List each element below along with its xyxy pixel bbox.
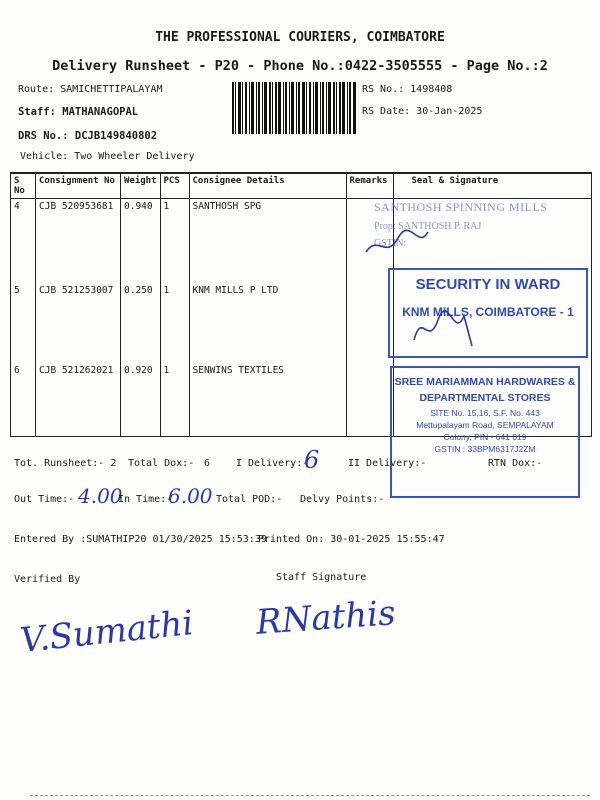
company-title: THE PROFESSIONAL COURIERS, COIMBATORE	[155, 30, 445, 45]
barcode	[232, 82, 356, 134]
stamp1-line2: Prop: SANTHOSH P. RAJ	[374, 221, 482, 232]
verified-signature: V.Sumathi	[18, 603, 196, 661]
i-delivery-label: I Delivery:-	[236, 458, 309, 469]
rs-number: RS No.: 1498408	[362, 84, 453, 95]
total-dox-label: Total Dox:-	[128, 458, 195, 469]
stamp3-line5: Colony, PIN - 641 019	[443, 432, 527, 442]
stamp3-line1: SREE MARIAMMAN HARDWARES &	[394, 376, 576, 388]
rtn-dox-label: RTN Dox:-	[488, 458, 543, 469]
route-text: Route: SAMICHETTIPALAYAM	[18, 84, 163, 95]
row-pcs: 1	[160, 199, 189, 283]
stamp3-line2: DEPARTMENTAL STORES	[419, 392, 551, 404]
vehicle-text: Vehicle: Two Wheeler Delivery	[20, 151, 195, 162]
col-remarks: Remarks	[346, 173, 393, 199]
stamp2-line2: KNM MILLS, COIMBATORE - 1	[402, 305, 574, 319]
tot-runsheet: Tot. Runsheet:- 2	[14, 458, 117, 469]
table-header-row	[11, 173, 592, 199]
runsheet-subtitle: Delivery Runsheet - P20 - Phone No.:0422-3505555 - Page No.:2	[52, 58, 548, 74]
row-sno: 5	[11, 283, 36, 363]
stamp3-line6: GSTIN : 33BPM6317J2ZM	[434, 444, 536, 454]
row-consignee: SANTHOSH SPG	[189, 199, 346, 283]
rs-date: RS Date: 30-Jan-2025	[362, 106, 483, 117]
i-delivery-handwritten: 6	[304, 446, 320, 474]
row-pcs: 1	[160, 363, 189, 437]
col-consignee: Consignee Details	[189, 173, 346, 199]
bottom-edge	[30, 795, 590, 796]
stamp3-line4: Mettupalayam Road, SEMPALAYAM	[416, 420, 554, 430]
printed-on: Printed On: 30-01-2025 15:55:47	[258, 534, 445, 545]
delvy-points-label: Delvy Points:-	[300, 494, 385, 505]
row-consignment: CJB 520953681	[36, 199, 121, 283]
row-weight: 0.250	[121, 283, 161, 363]
row-weight: 0.940	[121, 199, 161, 283]
stamp2-line1: SECURITY IN WARD	[415, 276, 561, 293]
seal-signature-scribbles	[364, 220, 594, 360]
out-time-label: Out Time:-	[14, 494, 75, 505]
row-consignee: KNM MILLS P LTD	[189, 283, 346, 363]
col-pcs: PCS	[160, 173, 189, 199]
staff-signature-label: Staff Signature	[276, 572, 367, 583]
col-sno: S No	[11, 173, 36, 199]
row-consignment: CJB 521253007	[36, 283, 121, 363]
row-pcs: 1	[160, 283, 189, 363]
in-time-label: In Time:-	[118, 494, 173, 505]
entered-by: Entered By :SUMATHIP20 01/30/2025 15:53:39	[14, 534, 267, 545]
mariamman-stamp	[390, 366, 580, 498]
col-seal: Seal & Signature	[393, 173, 591, 199]
total-pod-label: Total POD:-	[216, 494, 283, 505]
staff-text: Staff: MATHANAGOPAL	[18, 106, 139, 118]
staff-signature: RNathis	[254, 593, 397, 643]
row-weight: 0.920	[121, 363, 161, 437]
stamp1-line1: SANTHOSH SPINNING MILLS	[374, 200, 548, 214]
stamp3-line3: SITE No. 15,16, S.F. No. 443	[430, 408, 540, 418]
row-sno: 4	[11, 199, 36, 283]
col-weight: Weight	[121, 173, 161, 199]
col-consignment: Consignment No	[36, 173, 121, 199]
drs-number: DRS No.: DCJB149840802	[18, 130, 158, 142]
ii-delivery-label: II Delivery:-	[348, 458, 427, 469]
in-time-handwritten: 6.00	[168, 484, 213, 508]
row-sno: 6	[11, 363, 36, 437]
row-consignment: CJB 521262021	[36, 363, 121, 437]
verified-by-label: Verified By	[14, 574, 81, 585]
row-remarks	[346, 363, 393, 437]
total-dox-value: 6	[204, 458, 211, 469]
stamp1-line3: GSTIN:	[374, 238, 407, 249]
row-consignee: SENWINS TEXTILES	[189, 363, 346, 437]
out-time-handwritten: 4.00	[78, 484, 123, 508]
